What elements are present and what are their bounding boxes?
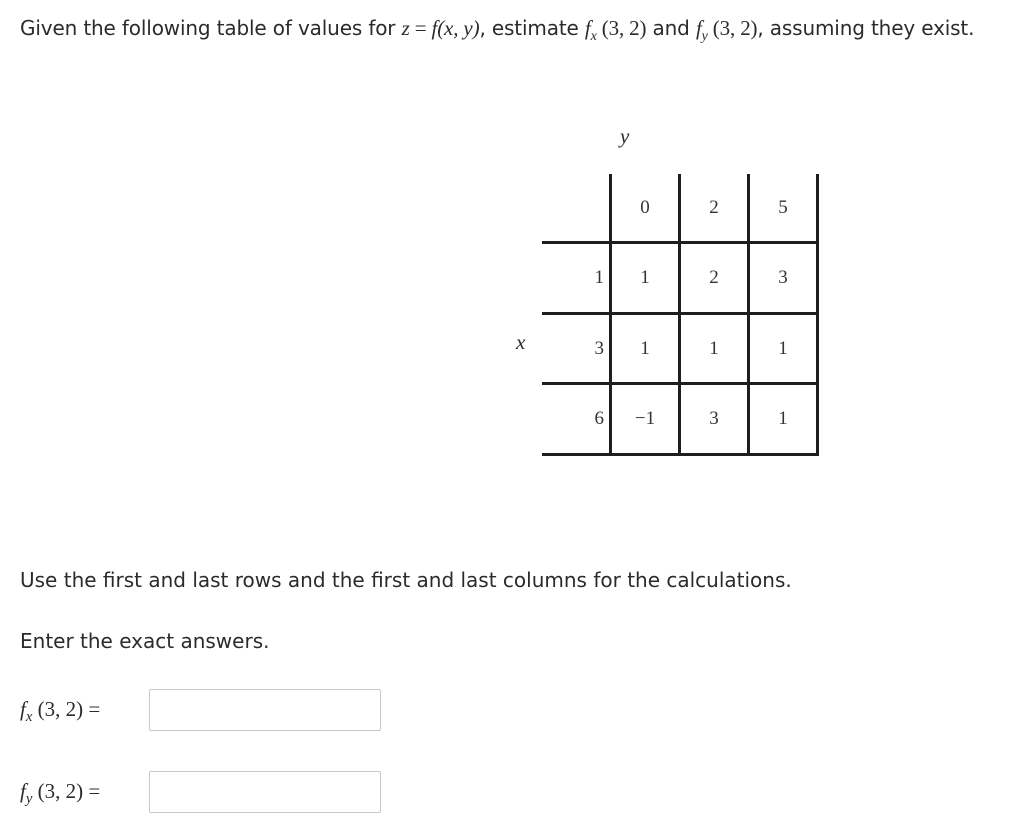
- row-header: 3: [594, 338, 604, 359]
- var-z: z: [401, 16, 410, 40]
- table-cell: 1: [778, 408, 788, 429]
- table-y-label: y: [620, 124, 630, 148]
- question-end: , assuming they exist.: [757, 16, 975, 40]
- row-header: 1: [594, 267, 604, 288]
- table-cell: 2: [709, 267, 719, 288]
- col-header: 2: [709, 197, 719, 218]
- fx-answer-point: (3, 2): [32, 697, 89, 721]
- fy-answer-label: [20, 779, 101, 808]
- values-table: [542, 174, 819, 456]
- equals-sign: =: [409, 16, 432, 40]
- table-cell: 1: [709, 338, 719, 359]
- table-cell: 1: [640, 267, 650, 288]
- table-cell: −1: [634, 408, 656, 429]
- fy-answer-input[interactable]: [149, 771, 381, 813]
- question-text: [20, 14, 1020, 46]
- fx-answer-input[interactable]: [149, 689, 381, 731]
- instruction-exact: Enter the exact answers.: [20, 629, 270, 653]
- fx-symbol: f: [584, 16, 591, 40]
- fx-answer-label: [20, 697, 101, 726]
- fy-subscript: y: [701, 28, 708, 44]
- table-cell: 1: [778, 338, 788, 359]
- col-header: 0: [640, 197, 650, 218]
- fy-point: (3, 2): [707, 16, 758, 40]
- fy-answer-equals: =: [88, 779, 101, 803]
- table-cell: 3: [778, 267, 788, 288]
- fx-answer-symbol: f: [20, 697, 26, 721]
- func-args: (x, y): [437, 16, 480, 40]
- question-and: and: [646, 16, 696, 40]
- fy-answer-point: (3, 2): [32, 779, 89, 803]
- fy-answer-symbol: f: [20, 779, 26, 803]
- fx-subscript: x: [590, 28, 597, 44]
- fy-answer-subscript: y: [25, 791, 33, 808]
- row-header: 6: [594, 408, 604, 429]
- func-f: f: [431, 16, 438, 40]
- fx-point: (3, 2): [596, 16, 647, 40]
- col-header: 5: [778, 197, 788, 218]
- table-x-label: x: [516, 330, 526, 354]
- grid-line: [542, 453, 819, 456]
- fx-answer-subscript: x: [25, 709, 33, 726]
- question-intro: Given the following table of values for: [20, 16, 402, 40]
- fy-symbol: f: [695, 16, 702, 40]
- instruction-rows-columns: Use the first and last rows and the first and last columns for the calculations.: [20, 568, 792, 592]
- fx-answer-equals: =: [88, 697, 101, 721]
- question-estimate: , estimate: [479, 16, 585, 40]
- grid-line: [816, 174, 819, 456]
- table-cell: 3: [709, 408, 719, 429]
- table-cell: 1: [640, 338, 650, 359]
